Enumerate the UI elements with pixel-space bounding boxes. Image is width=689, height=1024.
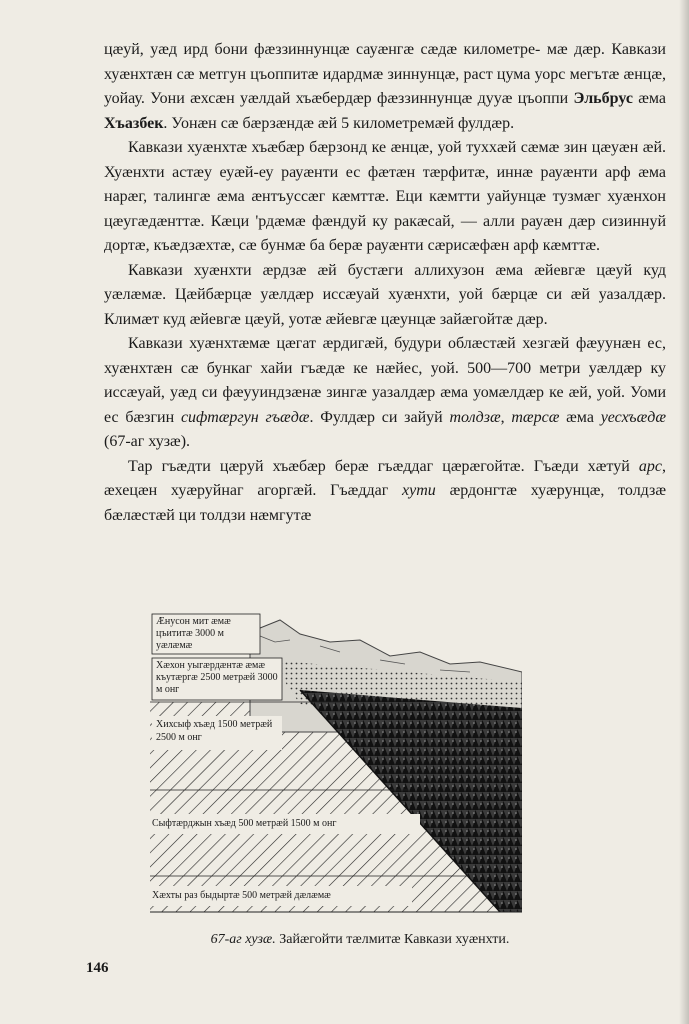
term-beech: уесхъæдæ xyxy=(600,408,667,426)
figure-caption xyxy=(150,932,570,948)
zone-label-foothills: Хæхты раз быдыртæ 500 метрæй дæлæмæ xyxy=(152,890,331,901)
caption-text: Зайæгойти тæлмитæ Кавкази хуæнхти. xyxy=(275,932,510,947)
body-text xyxy=(104,38,666,528)
paragraph-4-before: Кавкази хуæнхтæмæ цæгат æрдигæй, будури облæстæй хезгæй фæуунæн ес, хуæнхтæн сæ бункаг хайи гъæдæ ке нæйес, уой. 500—700 метри уæлдæр ку иссæуай, уæд си фæууиндзæнæ зингæ уазалдæр æма уомæлдæр ке æй, уой. Уоми ес бæзгин xyxy=(104,335,666,426)
caption-number: 67-аг хузæ. xyxy=(210,932,276,947)
paragraph-4-comma: , xyxy=(500,408,512,426)
term-bear: арс xyxy=(638,457,662,475)
paragraph-1-line-1: цæуй, уæд ирд бони фæззиннунцæ сауæнгæ сæдæ километре- xyxy=(104,41,541,58)
paragraph-1-line-2: мæ дæр. Кавкази хуæнхтæн сæ метгун цъоппитæ идардмæ xyxy=(104,41,666,83)
paragraph-1-line-3: зиннунцæ, раст цума уорс мегътæ æнцæ, уойау. Уони æхсæн xyxy=(104,65,667,107)
term-boar: хути xyxy=(402,482,436,499)
paragraph-1-tail-after: . Уонæн сæ бæрзæндæ æй 5 километремæй фулдæр. xyxy=(163,114,515,132)
zone-label-meadow: Хæхон уыгæрдæнтæ æмæ къутæргæ 2500 метрæй 3000 м онг xyxy=(156,660,278,695)
paragraph-4-after: (67-аг хузæ). xyxy=(104,433,191,450)
paragraph-1-tail-before: уæлдай хъæбердæр фæззиннунцæ дууæ цъоппи xyxy=(239,90,574,107)
zone-label-conifer: Хихсыф хъæд 1500 метрæй 2500 м онг xyxy=(156,719,273,743)
paragraph-4 xyxy=(104,332,666,455)
paragraph-1 xyxy=(104,38,666,136)
vegetation-zones-figure xyxy=(150,612,522,930)
term-deciduous-forest: сифтæргун гъæдæ xyxy=(180,408,310,426)
paragraph-2: Кавкази хуæнхтæ хъæбæр бæрзонд ке æнцæ, уой туххæй сæмæ зин цæуæн æй. Хуæнхти астæу еуæй-еу рауæнти ес фæтæн тæрфитæ, иннæ рауæнти арф æма нарæг, талингæ æма æнтъуссæг кæмттæ. Еци кæмтти уайунцæ тузмæг хуæнхон цæугæдæнттæ. Кæци 'рдæмæ фæндуй ку ракæсай, — алли рауæн дæр сизиннуй дортæ, къæдзæхтæ, сæ бунмæ ба берæ рауæнти сæрисæфæн арф кæмттæ. xyxy=(104,139,667,254)
paragraph-5-after: æрдонгтæ хуæрунцæ, толдзæ бæлæстæй ци толдзи нæмгутæ xyxy=(104,482,667,524)
paragraph-5-before: Тар гъæдти цæруй хъæбæр берæ гъæддаг цæрæгойтæ. Гъæди хæтуй xyxy=(128,457,639,475)
term-oak: толдзæ xyxy=(449,408,501,426)
paragraph-4-and: æма xyxy=(559,408,601,426)
term-kazbek: Хъазбек xyxy=(104,114,164,132)
paragraph-3: Кавкази хуæнхти æрдзæ æй бустæги аллихузон æма æйевгæ цæуй куд уæлæмæ. Цæйбæрцæ уæлдæр иссæуай хуæнхти, уой бæрцæ си æй уазалдæр. Климæт куд æйевгæ цæуй, уотæ æйевгæ цæунцæ зайæгойтæ дæр. xyxy=(104,261,666,328)
page-edge-shadow xyxy=(679,0,689,1024)
term-elbrus: Эльбрус xyxy=(573,90,633,107)
term-hornbeam: тæрсæ xyxy=(511,408,560,426)
paragraph-4-mid: . Фулдæр си зайуй xyxy=(309,408,450,426)
paragraph-5-mid: , æхецæн хуæруйнаг агоргæй. Гъæддаг xyxy=(104,457,666,499)
paragraph-5 xyxy=(104,455,666,529)
page-number: 146 xyxy=(86,960,109,976)
paragraph-1-conj: æма xyxy=(632,90,667,107)
zone-label-deciduous: Сыфтæрджын хъæд 500 метрæй 1500 м онг xyxy=(152,818,337,829)
zone-label-snow: Æнусон мит æмæ цъититæ 3000 м уæлæмæ xyxy=(156,616,231,651)
